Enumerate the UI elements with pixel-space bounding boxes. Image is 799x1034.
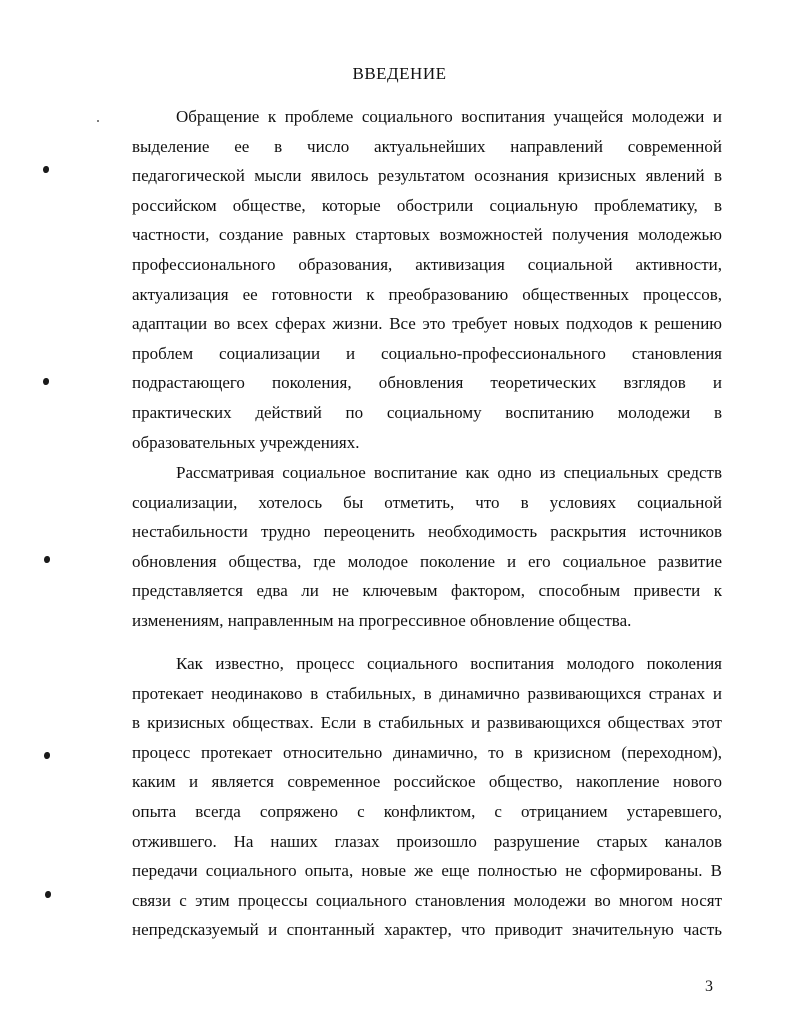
text-line: каким и является современное российское общество, накопление нового (132, 772, 722, 792)
text-line: социализации, хотелось бы отметить, что в условиях социальной (132, 492, 722, 512)
paragraph-2 (132, 458, 722, 636)
text-line: подрастающего поколения, обновления теоретических взглядов и (132, 373, 722, 393)
scan-speck (97, 120, 99, 122)
text-line: процесс протекает относительно динамично, то в кризисном (переходном), (132, 742, 722, 762)
text-line: Как известно, процесс социального воспитания молодого поколения (176, 654, 722, 673)
text-line: отжившего. На наших глазах произошло разрушение старых каналов (132, 831, 722, 851)
text-line: в кризисных обществах. Если в стабильных и развивающихся обществах этот (132, 713, 722, 733)
text-line: опыта всегда сопряжено с конфликтом, с отрицанием устаревшего, (132, 801, 722, 821)
text-line: образовательных учреждениях. (132, 432, 360, 452)
text-line: выделение ее в число актуальнейших направлений современной (132, 136, 722, 156)
text-line: изменениям, направленным на прогрессивное обновление общества. (132, 610, 632, 630)
text-line: связи с этим процессы социального становления молодежи во многом носят (132, 890, 722, 910)
text-line: нестабильности трудно переоценить необходимость раскрытия источников (132, 522, 722, 542)
text-line: представляется едва ли не ключевым фактором, способным привести к (132, 581, 722, 601)
text-line: проблем социализации и социально-профессионального становления (132, 343, 722, 363)
text-line: практических действий по социальному воспитанию молодежи в (132, 402, 722, 422)
text-line: адаптации во всех сферах жизни. Все это требует новых подходов к решению (132, 314, 722, 334)
paragraph-3 (132, 649, 722, 945)
text-line: российском обществе, которые обострили социальную проблематику, в (132, 195, 722, 215)
text-line: педагогической мысли явилось результатом осознания кризисных явлений в (132, 166, 722, 186)
binder-hole-mark (45, 891, 51, 898)
text-line: актуализация ее готовности к преобразованию общественных процессов, (132, 284, 722, 304)
binder-hole-mark (44, 752, 50, 759)
paragraph-1 (132, 102, 722, 457)
text-line: передачи социального опыта, новые же еще полностью не сформированы. В (132, 861, 722, 881)
text-line: непредсказуемый и спонтанный характер, что приводит значительную часть (132, 920, 722, 940)
page-number: 3 (705, 978, 713, 995)
text-line: обновления общества, где молодое поколение и его социальное развитие (132, 551, 722, 571)
text-line: частности, создание равных стартовых возможностей получения молодежью (132, 225, 722, 245)
section-heading: ВВЕДЕНИЕ (352, 64, 447, 83)
text-line: протекает неодинаково в стабильных, в динамично развивающихся странах и (132, 683, 722, 703)
text-line: Обращение к проблеме социального воспитания учащейся молодежи и (176, 107, 722, 126)
text-line: Рассматривая социальное воспитание как одно из специальных средств (176, 463, 722, 482)
binder-hole-mark (43, 378, 49, 385)
binder-hole-mark (43, 166, 49, 173)
text-line: профессионального образования, активизация социальной активности, (132, 254, 722, 274)
binder-hole-mark (44, 556, 50, 563)
